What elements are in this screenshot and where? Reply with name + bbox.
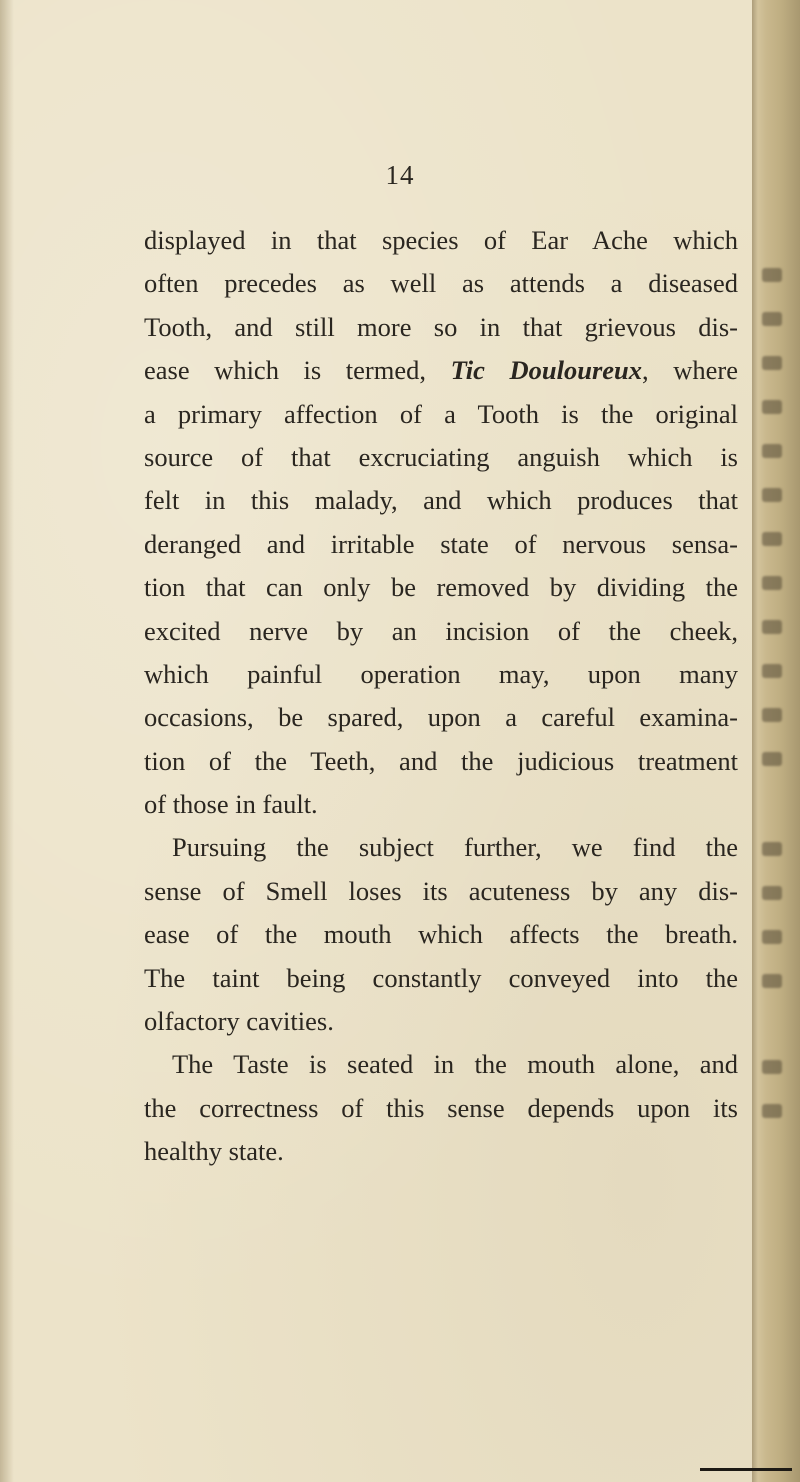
text-line: a primary affection of a Tooth is the original xyxy=(144,398,738,429)
text-line: tion that can only be removed by dividing the xyxy=(144,572,738,603)
ink-bleed-mark xyxy=(762,444,782,458)
page-number: 14 xyxy=(385,160,415,190)
ink-bleed-mark xyxy=(762,620,782,634)
text-line xyxy=(144,349,738,392)
text-line: healthy state. xyxy=(144,1136,284,1167)
ink-bleed-mark xyxy=(762,708,782,722)
text-line: excited nerve by an incision of the cheek, xyxy=(144,615,738,646)
text-line: The Taste is seated in the mouth alone, and xyxy=(172,1049,738,1080)
text-line: often precedes as well as attends a diseased xyxy=(144,268,738,299)
text-run: ease which is termed, xyxy=(144,355,451,386)
ink-bleed-mark xyxy=(762,1060,782,1074)
text-line: Tooth, and still more so in that grievous dis- xyxy=(144,311,738,342)
ink-bleed-mark xyxy=(762,400,782,414)
corner-ink-stroke xyxy=(700,1468,792,1471)
body-text xyxy=(144,219,738,1174)
term-tic-douloureux: Tic Douloureux xyxy=(450,355,643,386)
text-line: deranged and irritable state of nervous sensa- xyxy=(144,528,738,559)
ink-bleed-mark xyxy=(762,842,782,856)
ink-bleed-mark xyxy=(762,930,782,944)
ink-bleed-mark xyxy=(762,532,782,546)
ink-bleed-mark xyxy=(762,576,782,590)
ink-bleed-mark xyxy=(762,312,782,326)
text-line: sense of Smell loses its acuteness by any dis- xyxy=(144,875,738,906)
text-line: Pursuing the subject further, we find the xyxy=(172,832,738,863)
text-line: olfactory cavities. xyxy=(144,1006,334,1037)
text-line: which painful operation may, upon many xyxy=(144,658,738,689)
text-line: displayed in that species of Ear Ache which xyxy=(144,225,738,255)
ink-bleed-mark xyxy=(762,664,782,678)
text-line: of those in fault. xyxy=(144,789,318,820)
text-run: , where xyxy=(642,355,738,386)
ink-bleed-mark xyxy=(762,488,782,502)
binding-shadow xyxy=(0,0,14,1482)
text-line: felt in this malady, and which produces that xyxy=(144,485,738,516)
text-line: source of that excruciating anguish which is xyxy=(144,441,738,472)
text-line: the correctness of this sense depends upon its xyxy=(144,1092,738,1123)
ink-bleed-mark xyxy=(762,886,782,900)
ink-bleed-mark xyxy=(762,268,782,282)
text-line: tion of the Teeth, and the judicious treatment xyxy=(144,745,738,776)
text-line: The taint being constantly conveyed into the xyxy=(144,962,738,993)
ink-bleed-mark xyxy=(762,974,782,988)
text-line: occasions, be spared, upon a careful examina- xyxy=(144,702,738,733)
ink-bleed-mark xyxy=(762,1104,782,1118)
facing-page-edge xyxy=(752,0,800,1482)
ink-bleed-mark xyxy=(762,752,782,766)
text-line: ease of the mouth which affects the breath. xyxy=(144,919,738,950)
ink-bleed-mark xyxy=(762,356,782,370)
